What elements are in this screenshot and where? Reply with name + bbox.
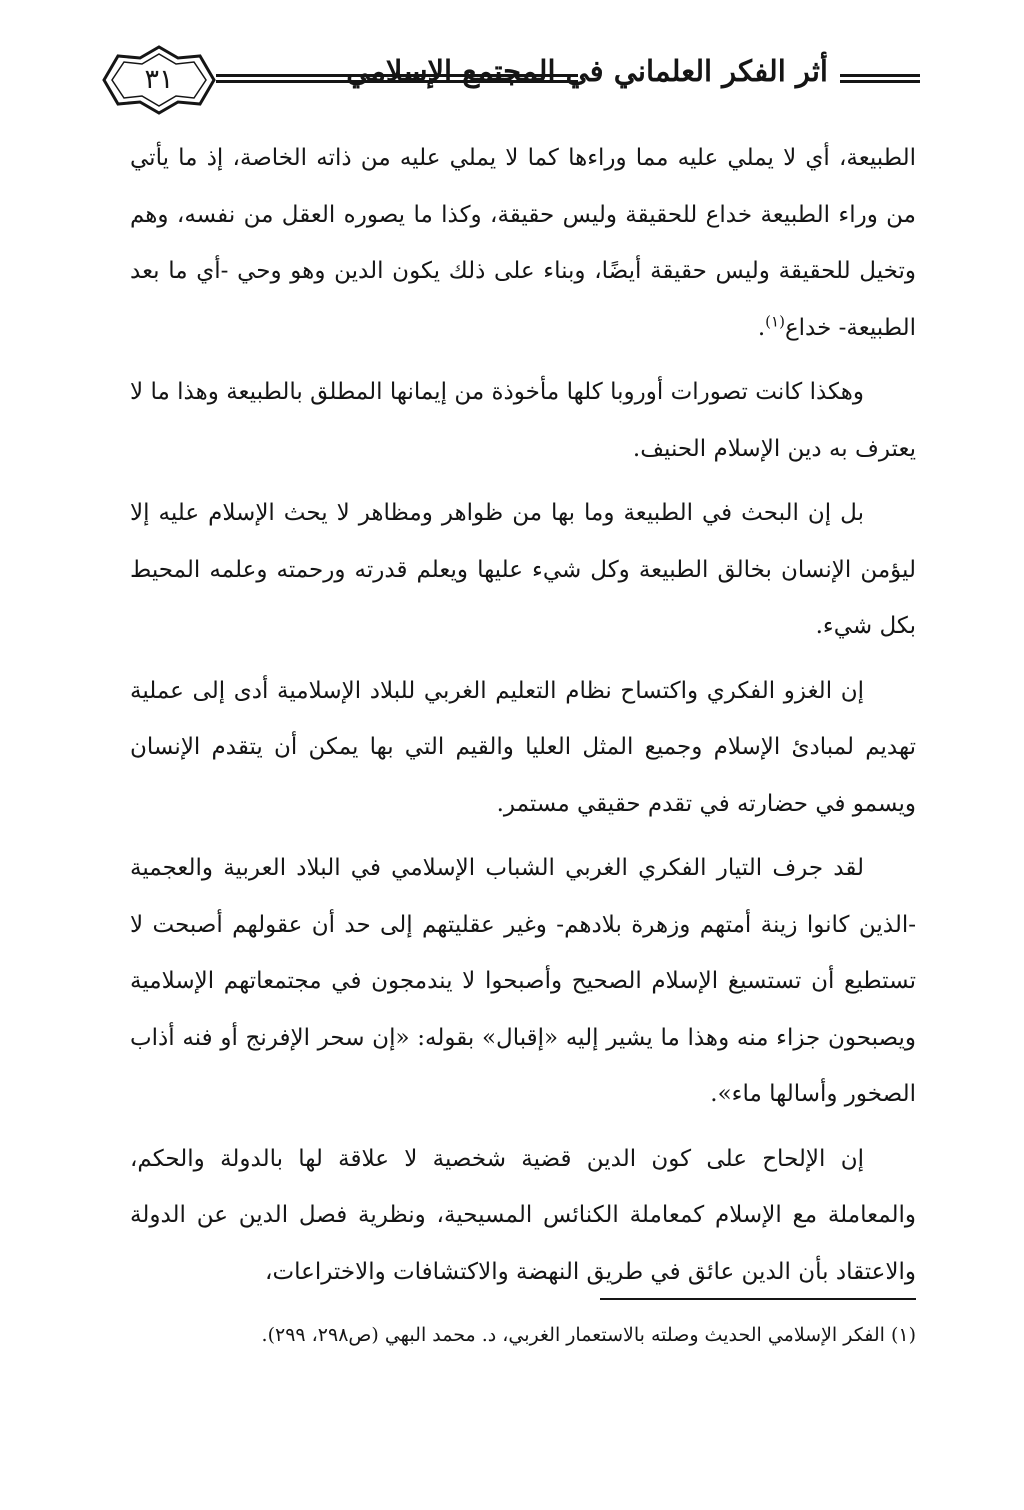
- body-text: [130, 130, 916, 1308]
- paragraph: بل إن البحث في الطبيعة وما بها من ظواهر ومظاهر لا يحث الإسلام عليه إلا ليؤمن الإنسان بخالق الطبيعة وكل شيء عليها ويعلم قدرته ورحمته وعلمه المحيط بكل شيء.: [130, 500, 916, 639]
- paragraph: لقد جرف التيار الفكري الغربي الشباب الإسلامي في البلاد العربية والعجمية -الذين كانوا زينة أمتهم وزهرة بلادهم- وغير عقليتهم إلى حد أن عقولهم أصبحت لا تستطيع أن تستسيغ الإسلام الصحيح وأصبحوا لا يندمجون في مجتمعاتهم الإسلامية ويصبحون جزاء منه وهذا ما يشير إليه «إقبال» بقوله: «إن سحر الإفرنج أو فنه أذاب الصخور وأسالها ماء».: [130, 855, 916, 1107]
- footnote: (١) الفكر الإسلامي الحديث وصلته بالاستعمار الغربي، د. محمد البهي (ص٢٩٨، ٢٩٩).: [261, 1324, 916, 1346]
- paragraph: [130, 130, 916, 356]
- paragraph: وهكذا كانت تصورات أوروبا كلها مأخوذة من إيمانها المطلق بالطبيعة وهذا ما لا يعترف به دين الإسلام الحنيف.: [130, 379, 916, 462]
- paragraph: إن الإلحاح على كون الدين قضية شخصية لا علاقة لها بالدولة والحكم، والمعاملة مع الإسلام كمعاملة الكنائس المسيحية، ونظرية فصل الدين عن الدولة والاعتقاد بأن الدين عائق في طريق النهضة والاكتشافات والاختراعات،: [130, 1145, 916, 1285]
- footnote-reference: (١): [765, 311, 785, 330]
- footnote-separator: [600, 1298, 916, 1300]
- page-number: ٣١: [144, 64, 174, 95]
- page-header: [100, 44, 920, 118]
- paragraph: إن الغزو الفكري واكتساح نظام التعليم الغربي للبلاد الإسلامية أدى إلى عملية تهديم لمبادئ الإسلام وجميع المثل العليا والقيم التي بها يمكن أن يتقدم الإنسان ويسمو في حضارته في تقدم حقيقي مستمر.: [130, 677, 916, 817]
- paragraph-text: الطبيعة، أي لا يملي عليه مما وراءها كما لا يملي عليه من ذاته الخاصة، إذ ما يأتي من وراء الطبيعة خداع للحقيقة وليس حقيقة، وكذا ما يصوره العقل من نفسه، وهم وتخيل للحقيقة وليس حقيقة أيضًا، وبناء على ذلك يكون الدين وهو وحي -أي ما بعد الطبيعة- خداع: [130, 145, 916, 341]
- paragraph-tail: .: [757, 314, 766, 341]
- page-number-badge: [100, 44, 218, 116]
- running-title: أثر الفكر العلماني في المجتمع الإسلامي: [346, 54, 828, 88]
- header-rule-right: [840, 74, 920, 85]
